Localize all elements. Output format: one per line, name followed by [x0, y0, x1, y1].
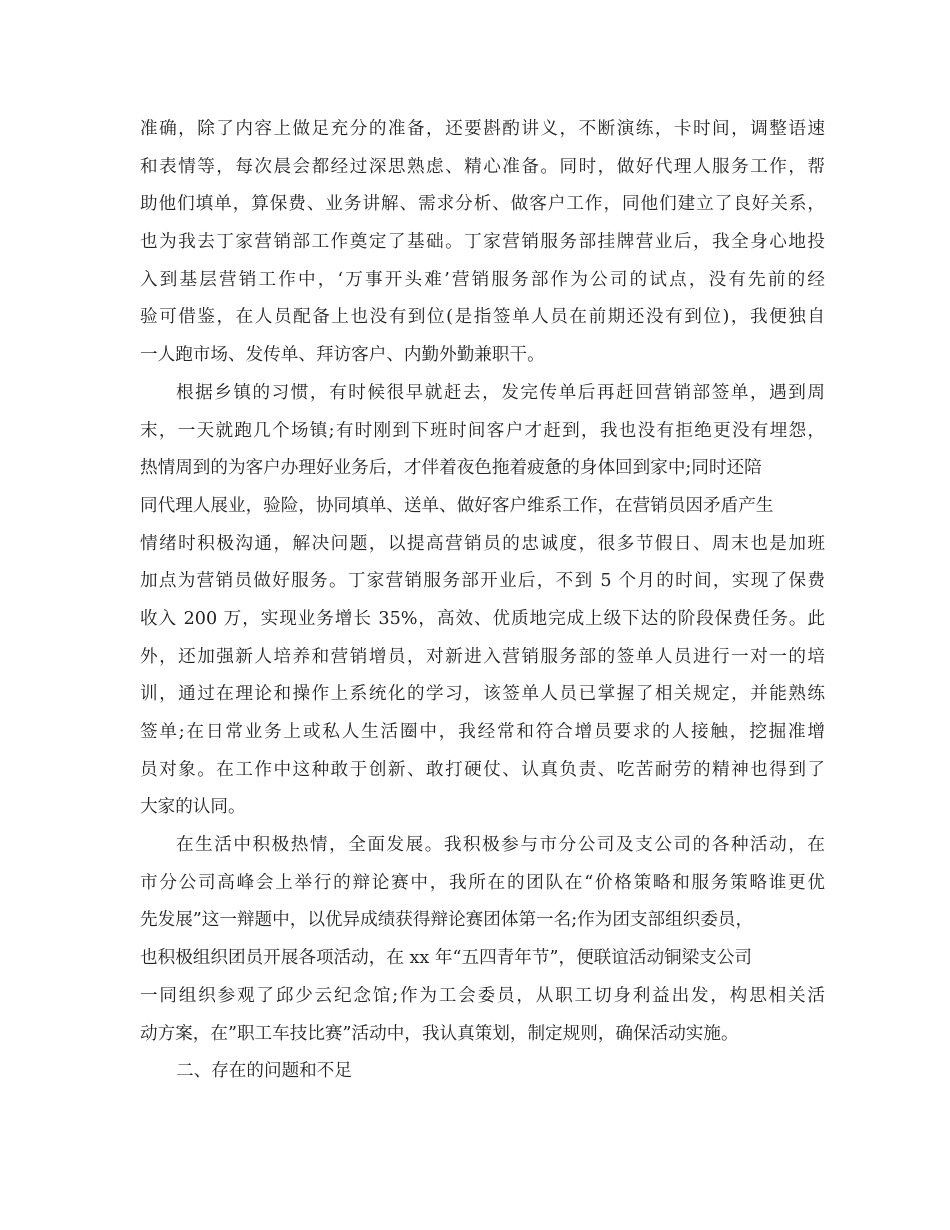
text-line: 入到基层营销工作中，‘万事开头难’营销服务部作为公司的试点，没有先前的经: [140, 269, 825, 290]
text-line: 员对象。在工作中这种敢于创新、敢打硬仗、认真负责、吃苦耐劳的精神也得到了: [140, 759, 825, 780]
text-line: 情绪时积极沟通，解决问题，以提高营销员的忠诚度，很多节假日、周末也是加班: [140, 533, 825, 554]
text-line: 大家的认同。: [140, 797, 246, 818]
text-line: 验可借鉴，在人员配备上也没有到位(是指签单人员在前期还没有到位)，我便独自: [140, 307, 825, 328]
text-line: 加点为营销员做好服务。丁家营销服务部开业后，不到 5 个月的时间，实现了保费: [140, 571, 825, 592]
text-line: 外，还加强新人培养和营销增员，对新进入营销服务部的签单人员进行一对一的培: [140, 646, 825, 667]
document-body: [140, 111, 825, 1091]
text-line: 也积极组织团员开展各项活动，在 xx 年“五四青年节”，便联谊活动铜梁支公司: [140, 948, 753, 969]
text-line: 一同组织参观了邱少云纪念馆;作为工会委员，从职工切身利益出发，构思相关活: [140, 985, 825, 1006]
text-line: 签单;在日常业务上或私人生活圈中，我经常和符合增员要求的人接触，挖掘准增: [140, 722, 825, 742]
text-line: 在生活中积极热情，全面发展。我积极参与市分公司及支公司的各种活动，在: [176, 835, 825, 856]
text-line: 也为我去丁家营销部工作奠定了基础。丁家营销服务部挂牌营业后，我全身心地投: [140, 232, 825, 253]
text-line: 同代理人展业，验险，协同填单、送单、做好客户维系工作，在营销员因矛盾产生: [140, 495, 774, 516]
text-line: 收入 200 万，实现业务增长 35%，高效、优质地完成上级下达的阶段保费任务。此: [140, 608, 825, 629]
text-line: 末，一天就跑几个场镇;有时刚到下班时间客户才赶到，我也没有拒绝更没有埋怨，: [140, 420, 825, 441]
text-line: 热情周到的为客户办理好业务后，才伴着夜色拖着疲惫的身体回到家中;同时还陪: [140, 458, 762, 479]
text-line: 训，通过在理论和操作上系统化的学习，该签单人员已掌握了相关规定，并能熟练: [140, 684, 825, 705]
text-line: 一人跑市场、发传单、拜访客户、内勤外勤兼职干。: [140, 345, 545, 366]
text-line: 二、存在的问题和不足: [176, 1061, 352, 1082]
text-line: 助他们填单，算保费、业务讲解、需求分析、做客户工作，同他们建立了良好关系，: [140, 194, 825, 215]
text-line: 和表情等，每次晨会都经过深思熟虑、精心准备。同时，做好代理人服务工作，帮: [140, 156, 825, 177]
text-line: 准确，除了内容上做足充分的准备，还要斟酌讲义，不断演练，卡时间，调整语速: [140, 119, 825, 139]
text-line: 市分公司高峰会上举行的辩论赛中，我所在的团队在“价格策略和服务策略谁更优: [140, 872, 825, 893]
text-line: 先发展”这一辩题中，以优异成绩获得辩论赛团体第一名;作为团支部组织委员，: [140, 910, 754, 931]
text-line: 根据乡镇的习惯，有时候很早就赶去，发完传单后再赶回营销部签单，遇到周: [176, 382, 825, 403]
text-line: 动方案，在”职工车技比赛”活动中，我认真策划，制定规则，确保活动实施。: [140, 1023, 739, 1044]
